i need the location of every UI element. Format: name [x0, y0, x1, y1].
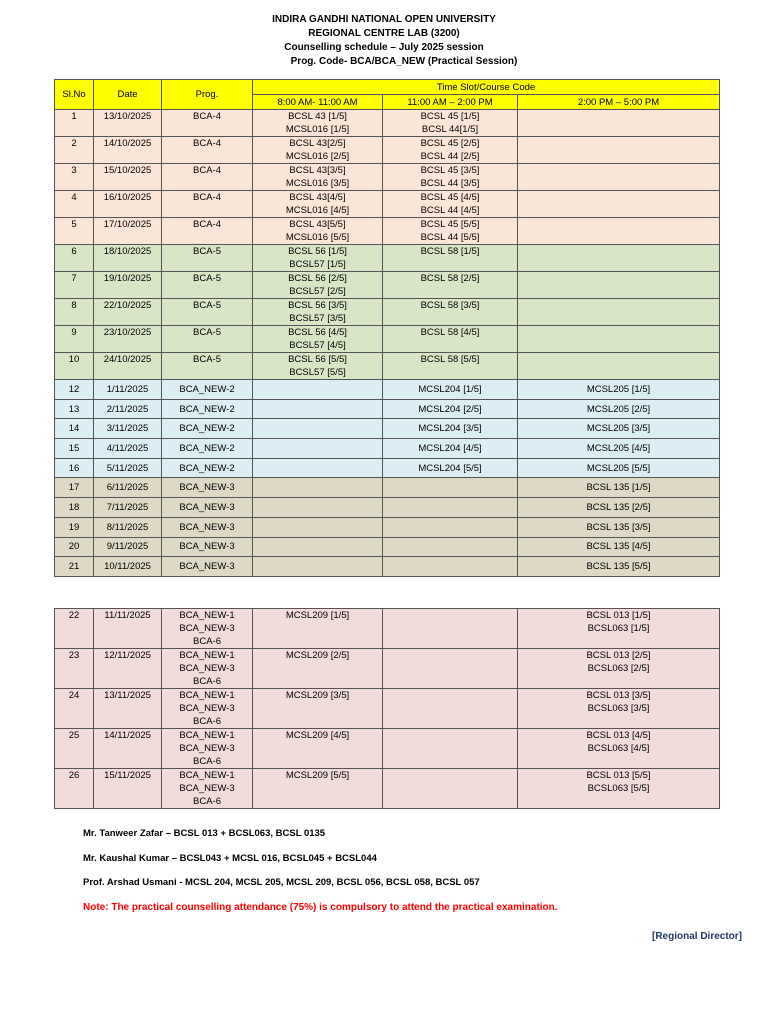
table-row: [55, 649, 720, 689]
cell-prog: [162, 517, 253, 537]
cell-slot3: [518, 191, 720, 218]
cell-date: 5/11/2025: [94, 458, 162, 478]
cell-slot2: [383, 729, 518, 769]
cell-prog-line: BCA-6: [193, 716, 221, 727]
schedule-table: [54, 79, 720, 577]
cell-slno: 21: [55, 557, 94, 577]
cell-slot3: [518, 537, 720, 557]
cell-slot3: [518, 245, 720, 272]
cell-prog: [162, 218, 253, 245]
counsellor-2: Mr. Kaushal Kumar – BCSL043 + MCSL 016, BCSL045 + BCSL044: [83, 852, 377, 864]
cell-slot1-line: MCSL016 [2/5]: [285, 151, 350, 162]
cell-slno: 23: [55, 649, 94, 689]
cell-slot1-line: BCSL 56 [4/5]: [288, 327, 347, 338]
cell-prog-line: BCA_NEW-3: [179, 521, 235, 533]
schedule-body: [55, 110, 720, 577]
cell-prog-line: BCA-4: [193, 138, 221, 149]
cell-slot1-line: BCSL57 [4/5]: [289, 340, 346, 351]
cell-slot1-line: MCSL209 [4/5]: [285, 730, 350, 741]
header-timeslot: Time Slot/Course Code: [253, 80, 720, 95]
cell-slot2: [383, 272, 518, 299]
cell-date: 6/11/2025: [94, 478, 162, 498]
cell-slot3-line: BCSL 013 [3/5]: [586, 690, 651, 701]
cell-slot2: [383, 478, 518, 498]
cell-slot1-line: BCSL 56 [3/5]: [288, 300, 347, 311]
cell-slno: 16: [55, 458, 94, 478]
cell-date: 23/10/2025: [94, 326, 162, 353]
table-row: [55, 439, 720, 459]
cell-prog-line: BCA_NEW-1: [179, 690, 235, 701]
table-row: [55, 419, 720, 439]
cell-slot2-line: BCSL 44 [2/5]: [420, 151, 480, 162]
cell-slot2: [383, 498, 518, 518]
cell-slot1-line: MCSL209 [3/5]: [285, 690, 350, 701]
cell-slot1: [253, 458, 383, 478]
cell-slot1: [253, 729, 383, 769]
cell-slot2: [383, 439, 518, 459]
cell-slno: 9: [55, 326, 94, 353]
cell-slot2: [383, 419, 518, 439]
table-row: [55, 137, 720, 164]
cell-prog: [162, 649, 253, 689]
cell-prog: [162, 537, 253, 557]
cell-prog: [162, 609, 253, 649]
cell-date: 4/11/2025: [94, 439, 162, 459]
cell-slno: 14: [55, 419, 94, 439]
cell-slot3-line: BCSL063 [2/5]: [587, 663, 650, 674]
cell-slot1: [253, 498, 383, 518]
cell-slot1: [253, 218, 383, 245]
cell-slot2-line: BCSL 45 [4/5]: [420, 192, 480, 203]
cell-prog-line: BCA_NEW-1: [179, 650, 235, 661]
cell-slot1: [253, 164, 383, 191]
cell-slot1: [253, 517, 383, 537]
cell-prog: [162, 557, 253, 577]
cell-date: 12/11/2025: [94, 649, 162, 689]
cell-slot3: [518, 399, 720, 419]
cell-prog: [162, 110, 253, 137]
cell-slno: 1: [55, 110, 94, 137]
cell-prog: [162, 380, 253, 400]
cell-slot3: [518, 557, 720, 577]
table-row: [55, 729, 720, 769]
cell-slot3-line: MCSL205 [3/5]: [586, 423, 651, 435]
cell-slot1-line: MCSL016 [3/5]: [285, 178, 350, 189]
cell-slot1-line: BCSL57 [2/5]: [289, 286, 346, 297]
cell-slot1-line: BCSL57 [5/5]: [289, 367, 346, 378]
cell-slot1-line: MCSL016 [5/5]: [285, 232, 350, 243]
cell-slot2-line: BCSL 44 [5/5]: [420, 232, 480, 243]
cell-prog-line: BCA_NEW-2: [179, 423, 235, 435]
table-row: [55, 191, 720, 218]
cell-date: 10/11/2025: [94, 557, 162, 577]
cell-prog-line: BCA-6: [193, 676, 221, 687]
cell-prog-line: BCA_NEW-3: [179, 482, 235, 494]
cell-prog: [162, 478, 253, 498]
cell-slot3-line: BCSL063 [5/5]: [587, 783, 650, 794]
table-row: [55, 164, 720, 191]
cell-slot1: [253, 439, 383, 459]
cell-slot2-line: BCSL 44[1/5]: [421, 124, 479, 135]
cell-slot1: [253, 353, 383, 380]
cell-slot2: [383, 689, 518, 729]
cell-prog-line: BCA-4: [193, 165, 221, 176]
cell-slot1: [253, 689, 383, 729]
cell-prog: [162, 399, 253, 419]
cell-prog-line: BCA-6: [193, 796, 221, 807]
programme-code: Prog. Code- BCA/BCA_NEW (Practical Session): [290, 56, 518, 67]
table-row: [55, 478, 720, 498]
cell-prog-line: BCA_NEW-3: [179, 703, 235, 714]
cell-date: 17/10/2025: [94, 218, 162, 245]
cell-slot3: [518, 649, 720, 689]
cell-slot3: [518, 689, 720, 729]
table-row: [55, 218, 720, 245]
cell-slot2: [383, 245, 518, 272]
header-date: Date: [94, 80, 162, 110]
table-row: [55, 498, 720, 518]
cell-slot3-line: BCSL 135 [3/5]: [586, 521, 651, 533]
cell-slno: 22: [55, 609, 94, 649]
cell-date: 8/11/2025: [94, 517, 162, 537]
cell-slot3-line: BCSL 135 [1/5]: [586, 482, 651, 494]
cell-prog-line: BCA-5: [193, 327, 221, 338]
header-slot2: 11:00 AM – 2:00 PM: [383, 95, 518, 110]
cell-slot2: [383, 769, 518, 809]
cell-slot2: [383, 164, 518, 191]
cell-slot1: [253, 299, 383, 326]
cell-slot3-line: BCSL063 [3/5]: [587, 703, 650, 714]
cell-slno: 10: [55, 353, 94, 380]
cell-slot3: [518, 164, 720, 191]
document-header: [0, 13, 768, 69]
cell-prog-line: BCA_NEW-3: [179, 501, 235, 513]
cell-slot2: [383, 353, 518, 380]
cell-slot3-line: BCSL 013 [2/5]: [586, 650, 651, 661]
cell-prog: [162, 326, 253, 353]
table-row: [55, 557, 720, 577]
attendance-note: Note: The practical counselling attendance (75%) is compulsory to attend the practical examination.: [83, 901, 558, 913]
cell-slno: 8: [55, 299, 94, 326]
cell-slot2: [383, 609, 518, 649]
cell-slot1: [253, 380, 383, 400]
cell-slot1-line: MCSL209 [2/5]: [285, 650, 350, 661]
cell-prog-line: BCA_NEW-3: [179, 623, 235, 634]
cell-slot3: [518, 326, 720, 353]
cell-slot1: [253, 609, 383, 649]
cell-slot2-line: BCSL 45 [3/5]: [420, 165, 480, 176]
cell-slot1-line: BCSL 56 [2/5]: [288, 273, 347, 284]
cell-slot3-line: BCSL 013 [1/5]: [586, 610, 651, 621]
cell-slot2-line: BCSL 58 [1/5]: [420, 246, 480, 257]
cell-slot1-line: BCSL 43 [1/5]: [288, 111, 347, 122]
cell-slot3-line: BCSL 135 [4/5]: [586, 541, 651, 553]
cell-prog-line: BCA_NEW-3: [179, 541, 235, 553]
cell-slot3: [518, 517, 720, 537]
cell-slot1: [253, 326, 383, 353]
cell-date: 3/11/2025: [94, 419, 162, 439]
cell-slno: 25: [55, 729, 94, 769]
cell-slot2-line: BCSL 45 [5/5]: [420, 219, 480, 230]
cell-slno: 4: [55, 191, 94, 218]
cell-slot1-line: BCSL 43[2/5]: [289, 138, 346, 149]
cell-slot2: [383, 218, 518, 245]
cell-prog: [162, 353, 253, 380]
cell-slot2: [383, 557, 518, 577]
cell-slot1: [253, 769, 383, 809]
cell-slot2: [383, 137, 518, 164]
cell-prog: [162, 729, 253, 769]
cell-slot2-line: MCSL204 [4/5]: [418, 442, 482, 454]
cell-prog-line: BCA_NEW-3: [179, 663, 235, 674]
table-row: [55, 245, 720, 272]
cell-slno: 24: [55, 689, 94, 729]
cell-slot3: [518, 478, 720, 498]
cell-slno: 3: [55, 164, 94, 191]
cell-slot3-line: BCSL063 [4/5]: [587, 743, 650, 754]
cell-date: 22/10/2025: [94, 299, 162, 326]
table-row: [55, 517, 720, 537]
cell-slot3: [518, 272, 720, 299]
cell-prog: [162, 498, 253, 518]
cell-slot2-line: BCSL 58 [4/5]: [420, 327, 480, 338]
regional-centre: REGIONAL CENTRE LAB (3200): [308, 28, 460, 39]
cell-slno: 5: [55, 218, 94, 245]
header-slno: Sl.No: [55, 80, 94, 110]
cell-slot3-line: BCSL 013 [5/5]: [586, 770, 651, 781]
cell-slot1-line: BCSL57 [1/5]: [289, 259, 346, 270]
table-row: [55, 380, 720, 400]
university-name: INDIRA GANDHI NATIONAL OPEN UNIVERSITY: [272, 14, 496, 25]
cell-slot1-line: BCSL 43[5/5]: [289, 219, 346, 230]
cell-prog-line: BCA_NEW-1: [179, 610, 235, 621]
table-row: [55, 299, 720, 326]
cell-prog: [162, 439, 253, 459]
table-row: [55, 353, 720, 380]
table-row: [55, 110, 720, 137]
header-prog: Prog.: [162, 80, 253, 110]
cell-prog: [162, 272, 253, 299]
counsellor-1: Mr. Tanweer Zafar – BCSL 013 + BCSL063, BCSL 0135: [83, 828, 326, 839]
cell-slot3: [518, 353, 720, 380]
cell-slot3: [518, 498, 720, 518]
cell-date: 9/11/2025: [94, 537, 162, 557]
cell-slot3-line: BCSL 013 [4/5]: [586, 730, 651, 741]
cell-slot3-line: MCSL205 [4/5]: [586, 442, 651, 454]
cell-prog-line: BCA-4: [193, 111, 221, 122]
cell-slot1-line: MCSL016 [1/5]: [285, 124, 350, 135]
cell-slot2: [383, 299, 518, 326]
counsellor-notes: [83, 828, 558, 926]
cell-date: 2/11/2025: [94, 399, 162, 419]
cell-slot2: [383, 458, 518, 478]
cell-slot3: [518, 769, 720, 809]
cell-slot3: [518, 458, 720, 478]
cell-slno: 6: [55, 245, 94, 272]
cell-slot3: [518, 439, 720, 459]
cell-slot1: [253, 272, 383, 299]
cell-slot2-line: BCSL 58 [3/5]: [420, 300, 480, 311]
table-row: [55, 399, 720, 419]
cell-slot2-line: MCSL204 [3/5]: [418, 423, 482, 435]
cell-prog: [162, 299, 253, 326]
cell-prog-line: BCA_NEW-3: [179, 783, 235, 794]
cell-date: 1/11/2025: [94, 380, 162, 400]
cell-slno: 17: [55, 478, 94, 498]
table-row: [55, 272, 720, 299]
cell-slno: 15: [55, 439, 94, 459]
cell-slot1: [253, 110, 383, 137]
cell-prog-line: BCA-5: [193, 246, 221, 257]
cell-prog-line: BCA_NEW-3: [179, 743, 235, 754]
table-row: [55, 326, 720, 353]
cell-slot1: [253, 537, 383, 557]
cell-prog-line: BCA-4: [193, 192, 221, 203]
cell-slot2-line: BCSL 45 [2/5]: [420, 138, 480, 149]
cell-slot2-line: BCSL 44 [3/5]: [420, 178, 480, 189]
cell-slno: 19: [55, 517, 94, 537]
cell-slot1-line: BCSL57 [3/5]: [289, 313, 346, 324]
cell-prog-line: BCA-6: [193, 756, 221, 767]
cell-slno: 12: [55, 380, 94, 400]
cell-prog-line: BCA-5: [193, 300, 221, 311]
cell-slot1-line: BCSL 56 [1/5]: [288, 246, 347, 257]
cell-prog: [162, 164, 253, 191]
cell-slot2: [383, 326, 518, 353]
cell-slot2: [383, 649, 518, 689]
header-slot3: 2:00 PM – 5:00 PM: [518, 95, 720, 110]
cell-date: 16/10/2025: [94, 191, 162, 218]
cell-prog-line: BCA_NEW-2: [179, 462, 235, 474]
cell-date: 14/11/2025: [94, 729, 162, 769]
cell-slot2: [383, 110, 518, 137]
cell-prog-line: BCA_NEW-3: [179, 561, 235, 573]
cell-slot2-line: BCSL 44 [4/5]: [420, 205, 480, 216]
cell-prog: [162, 245, 253, 272]
cell-slot3: [518, 218, 720, 245]
cell-prog: [162, 458, 253, 478]
cell-slot3-line: MCSL205 [2/5]: [586, 403, 651, 415]
cell-date: 13/11/2025: [94, 689, 162, 729]
cell-slot2: [383, 380, 518, 400]
cell-slot2: [383, 517, 518, 537]
table-row: [55, 689, 720, 729]
schedule-body-2: [55, 609, 720, 809]
cell-slno: 26: [55, 769, 94, 809]
cell-slno: 18: [55, 498, 94, 518]
cell-date: 15/10/2025: [94, 164, 162, 191]
cell-date: 15/11/2025: [94, 769, 162, 809]
cell-slot1: [253, 557, 383, 577]
cell-slot3: [518, 380, 720, 400]
cell-slot1-line: BCSL 56 [5/5]: [288, 354, 347, 365]
cell-slot2-line: MCSL204 [1/5]: [418, 383, 482, 395]
cell-prog: [162, 137, 253, 164]
cell-slot2-line: MCSL204 [5/5]: [418, 462, 482, 474]
cell-slot1: [253, 137, 383, 164]
cell-slot1-line: MCSL016 [4/5]: [285, 205, 350, 216]
cell-slot1: [253, 191, 383, 218]
cell-prog: [162, 769, 253, 809]
cell-prog: [162, 689, 253, 729]
cell-slot2: [383, 537, 518, 557]
cell-slot1: [253, 399, 383, 419]
cell-slot2: [383, 399, 518, 419]
cell-date: 24/10/2025: [94, 353, 162, 380]
schedule-table-2: [54, 608, 720, 809]
cell-slot2-line: BCSL 58 [5/5]: [420, 354, 480, 365]
cell-slno: 20: [55, 537, 94, 557]
cell-slot1: [253, 649, 383, 689]
header-slot1: 8:00 AM- 11:00 AM: [253, 95, 383, 110]
cell-prog-line: BCA_NEW-2: [179, 383, 235, 395]
cell-slot3: [518, 729, 720, 769]
cell-slot1: [253, 419, 383, 439]
cell-slno: 13: [55, 399, 94, 419]
cell-slot3: [518, 137, 720, 164]
cell-prog-line: BCA_NEW-2: [179, 403, 235, 415]
cell-prog-line: BCA_NEW-1: [179, 770, 235, 781]
cell-slot1-line: BCSL 43[4/5]: [289, 192, 346, 203]
cell-slot1: [253, 478, 383, 498]
table-row: [55, 537, 720, 557]
cell-slot3-line: BCSL063 [1/5]: [587, 623, 650, 634]
cell-prog-line: BCA-4: [193, 219, 221, 230]
table-row: [55, 769, 720, 809]
cell-slot3: [518, 609, 720, 649]
cell-slot2: [383, 191, 518, 218]
cell-date: 14/10/2025: [94, 137, 162, 164]
cell-prog-line: BCA-5: [193, 273, 221, 284]
regional-director-signature: [Regional Director]: [651, 931, 742, 942]
cell-date: 19/10/2025: [94, 272, 162, 299]
cell-prog-line: BCA-6: [193, 636, 221, 647]
cell-slot1-line: BCSL 43[3/5]: [289, 165, 346, 176]
cell-prog-line: BCA-5: [193, 354, 221, 365]
cell-slno: 2: [55, 137, 94, 164]
cell-slot2-line: MCSL204 [2/5]: [418, 403, 482, 415]
cell-slot3: [518, 419, 720, 439]
cell-slot3-line: BCSL 135 [5/5]: [586, 561, 651, 573]
cell-slot2-line: BCSL 45 [1/5]: [420, 111, 480, 122]
cell-date: 13/10/2025: [94, 110, 162, 137]
counsellor-3: Prof. Arshad Usmani - MCSL 204, MCSL 205, MCSL 209, BCSL 056, BCSL 058, BCSL 057: [83, 877, 480, 888]
cell-date: 11/11/2025: [94, 609, 162, 649]
cell-prog: [162, 191, 253, 218]
schedule-title: Counselling schedule – July 2025 session: [284, 42, 484, 53]
cell-prog-line: BCA_NEW-2: [179, 442, 235, 454]
cell-date: 7/11/2025: [94, 498, 162, 518]
cell-slot1-line: MCSL209 [5/5]: [285, 770, 350, 781]
cell-slot3-line: BCSL 135 [2/5]: [586, 501, 651, 513]
cell-slot2-line: BCSL 58 [2/5]: [420, 273, 480, 284]
cell-prog: [162, 419, 253, 439]
cell-slno: 7: [55, 272, 94, 299]
cell-slot3-line: MCSL205 [1/5]: [586, 383, 651, 395]
cell-slot3-line: MCSL205 [5/5]: [586, 462, 651, 474]
cell-slot1: [253, 245, 383, 272]
cell-slot1-line: MCSL209 [1/5]: [285, 610, 350, 621]
cell-date: 18/10/2025: [94, 245, 162, 272]
cell-prog-line: BCA_NEW-1: [179, 730, 235, 741]
cell-slot3: [518, 110, 720, 137]
table-row: [55, 458, 720, 478]
cell-slot3: [518, 299, 720, 326]
table-row: [55, 609, 720, 649]
